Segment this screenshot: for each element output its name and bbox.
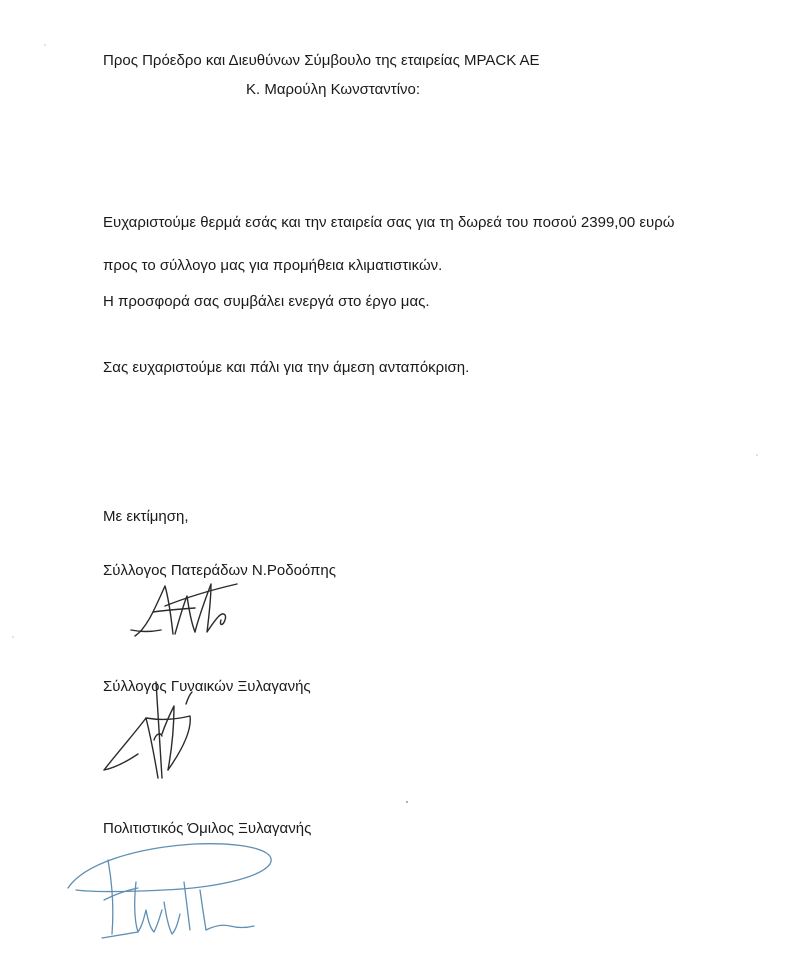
scan-speck — [12, 636, 14, 638]
scan-speck — [406, 801, 408, 803]
signature-1-image — [125, 576, 245, 642]
body-line-2: προς το σύλλογο μας για προμήθεια κλιματιστικών. — [103, 257, 443, 274]
signature-3-image — [64, 834, 286, 946]
closing-line: Με εκτίμηση, — [103, 508, 189, 525]
body-line-3: Η προσφορά σας συμβάλει ενεργά στο έργο μας. — [103, 293, 430, 310]
addressee-line-1: Προς Πρόεδρο και Διευθύνων Σύμβουλο της εταιρείας ΜΡΑCK AE — [103, 52, 540, 69]
signatory-1-name: Σύλλογος Πατεράδων Ν.Ροδοόπης — [103, 562, 336, 579]
body-line-4: Σας ευχαριστούμε και πάλι για την άμεση ανταπόκριση. — [103, 359, 470, 376]
signature-2-image — [98, 674, 208, 784]
signatory-2-name: Σύλλογος Γυναικών Ξυλαγανής — [103, 678, 311, 695]
addressee-line-2: Κ. Μαρούλη Κωνσταντίνο: — [246, 81, 421, 98]
signatory-3-name: Πολιτιστικός Όμιλος Ξυλαγανής — [103, 820, 312, 837]
body-line-1: Ευχαριστούμε θερμά εσάς και την εταιρεία σας για τη δωρεά του ποσού 2399,00 ευρώ — [103, 214, 675, 231]
scan-speck — [756, 454, 758, 456]
scan-speck — [44, 44, 46, 46]
